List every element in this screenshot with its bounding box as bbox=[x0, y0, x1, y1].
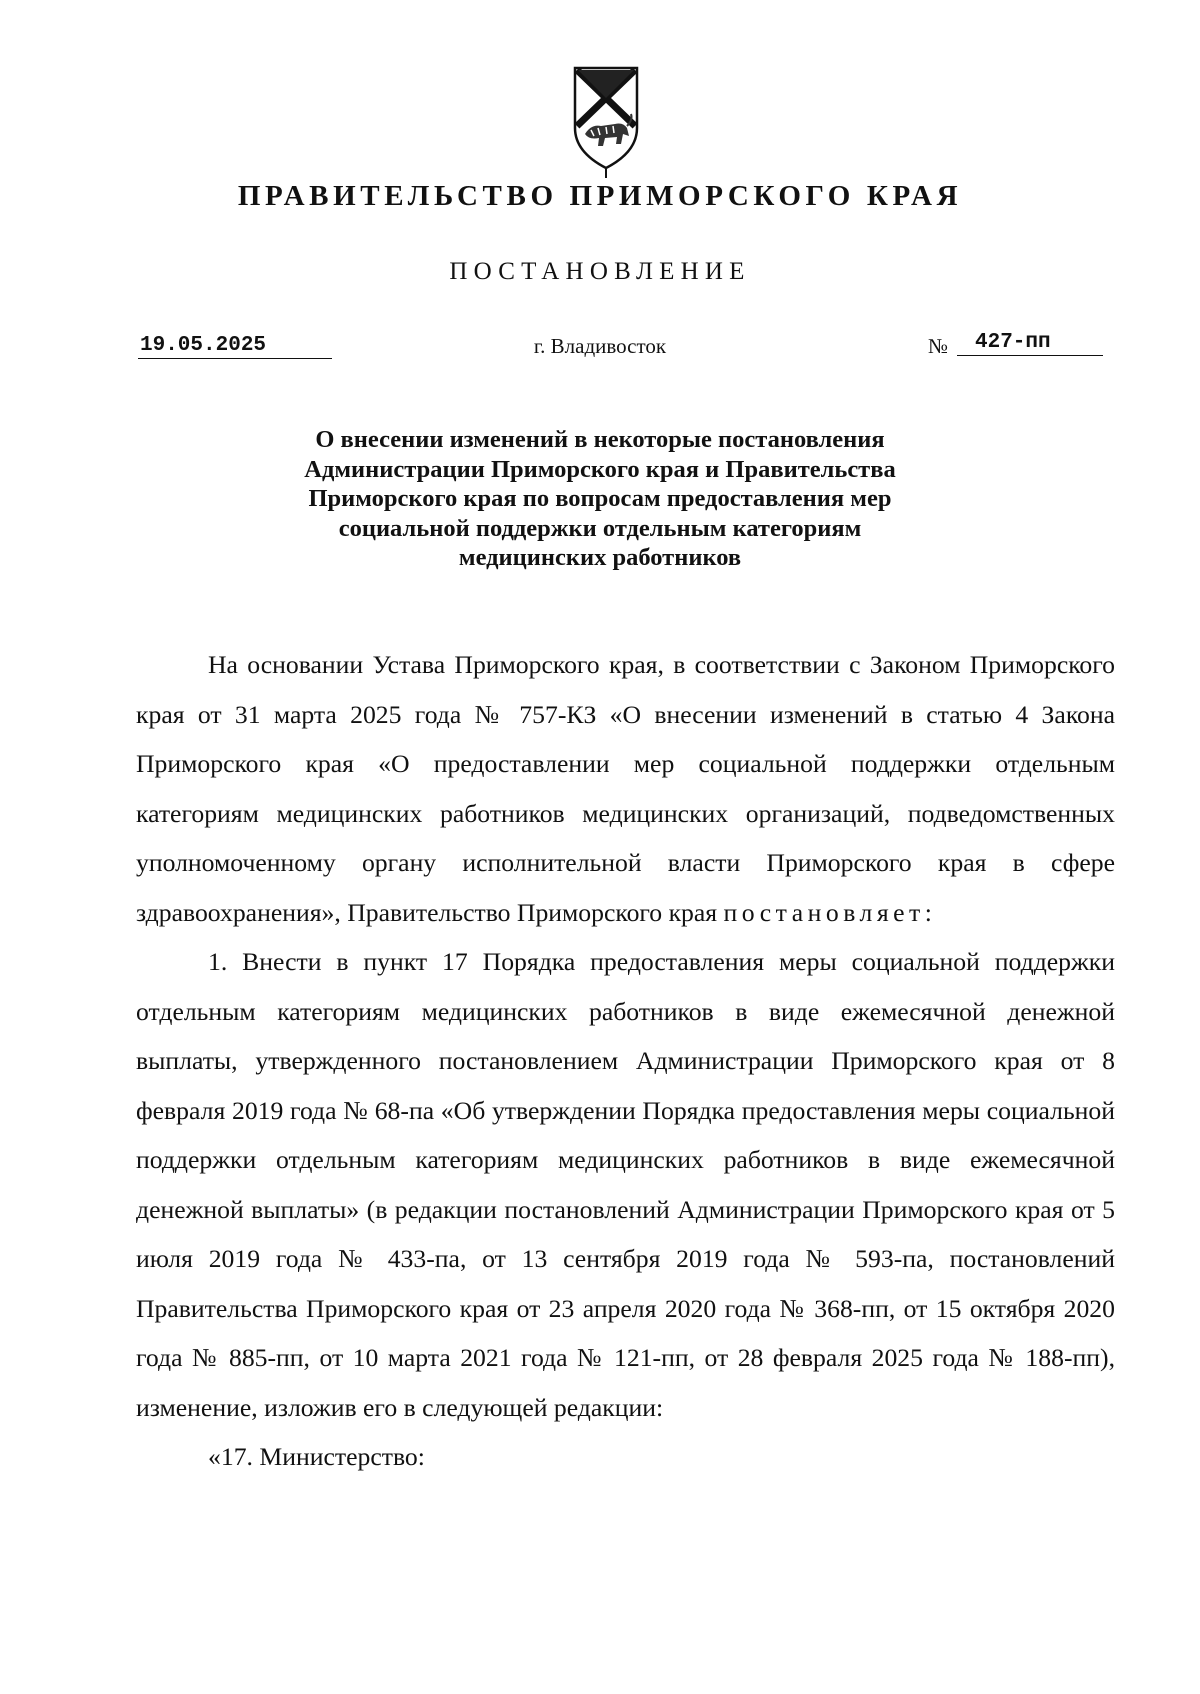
document-date: 19.05.2025 bbox=[138, 334, 332, 359]
subject-line: Администрации Приморского края и Правительства bbox=[304, 455, 896, 483]
document-subject bbox=[150, 425, 1050, 573]
coat-of-arms-icon bbox=[571, 64, 641, 180]
document-type: ПОСТАНОВЛЕНИЕ bbox=[449, 258, 751, 285]
subject-line: О внесении изменений в некоторые постановления bbox=[315, 426, 885, 453]
subject-line: Приморского края по вопросам предоставления мер bbox=[308, 485, 892, 512]
document-city: г. Владивосток bbox=[533, 334, 667, 358]
document-body bbox=[136, 640, 1115, 1482]
subject-line: медицинских работников bbox=[458, 544, 742, 571]
subject-line: социальной поддержки отдельным категориям bbox=[338, 514, 862, 542]
item-1-paragraph: 1. Внести в пункт 17 Порядка предоставления меры социальной поддержки отдельным категориям медицинских работников в виде ежемесячной денежной выплаты, утвержденного постановлением Администрации Приморского края от 8 февраля 2019 года № 68-па «Об утверждении Порядка предоставления меры социальной поддержки отдельным категориям медицинских работников в виде ежемесячной денежной выплаты» (в редакции постановлений Администрации Приморского края от 5 июля 2019 года № 433-па, от 13 сентября 2019 года № 593-па, постановлений Правительства Приморского края от 23 апреля 2020 года № 368-пп, от 15 октября 2020 года № 885-пп, от 10 марта 2021 года № 121-пп, от 28 февраля 2025 года № 188-пп), изменение, изложив его в следующей редакции: bbox=[136, 947, 1115, 1422]
preamble-text: На основании Устава Приморского края, в соответствии с Законом Приморского края от 31 марта 2025 года № 757-КЗ «О внесении изменений в статью 4 Закона Приморского края «О предоставлении мер социальной поддержки отдельным категориям медицинских работников медицинских организаций, подведомственных уполномоченному органу исполнительной власти Приморского края в сфере здравоохранения», Правительство Приморского края bbox=[136, 650, 1115, 927]
resolves-word: постановляет: bbox=[723, 897, 937, 927]
number-sign: № bbox=[928, 334, 949, 358]
preamble-paragraph bbox=[136, 640, 1115, 937]
government-name: ПРАВИТЕЛЬСТВО ПРИМОРСКОГО КРАЯ bbox=[237, 180, 963, 212]
item-17-paragraph: «17. Министерство: bbox=[208, 1442, 425, 1471]
document-number: 427-пп bbox=[957, 331, 1103, 356]
